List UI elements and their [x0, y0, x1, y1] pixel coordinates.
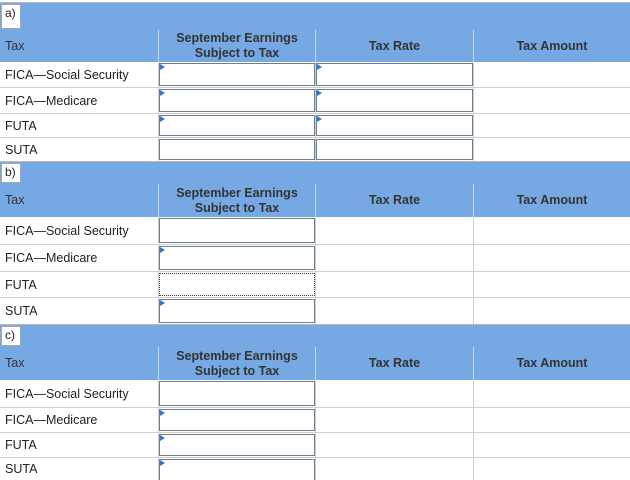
table-row [0, 217, 630, 245]
table-row [0, 380, 630, 408]
section-b-label: b) [1, 163, 21, 183]
tax-name-label: FICA—Social Security [5, 386, 129, 401]
tax-name-label: FICA—Medicare [5, 413, 98, 427]
table-row [0, 408, 630, 433]
table-row [0, 114, 630, 138]
section-b-bar [0, 161, 630, 185]
column-header-tax-rate: Tax Rate [368, 38, 421, 53]
column-header-tax-amount: Tax Amount [516, 193, 588, 207]
input-marker-icon [160, 247, 165, 253]
section-c-bar [0, 324, 630, 348]
column-header-earnings: September Earnings Subject to Tax [176, 185, 298, 215]
input-marker-icon [317, 64, 322, 70]
tax-name-label: SUTA [5, 462, 38, 476]
tax-name-label: SUTA [5, 142, 38, 157]
column-header-tax-amount: Tax Amount [516, 356, 588, 370]
tax-name-label: FICA—Social Security [5, 223, 129, 238]
input-marker-icon [160, 64, 165, 70]
tax-name-label: FICA—Medicare [5, 93, 98, 108]
table-row [0, 298, 630, 325]
earnings-input[interactable] [159, 434, 315, 456]
section-a-bar [0, 2, 630, 31]
earnings-input[interactable] [159, 89, 315, 112]
tax-rate-input[interactable] [316, 63, 473, 86]
tax-rate-input[interactable] [316, 115, 473, 136]
table-row [0, 62, 630, 88]
earnings-input[interactable] [159, 299, 315, 323]
section-c-header [0, 347, 630, 381]
table-row [0, 272, 630, 298]
tax-name-label: FICA—Social Security [5, 67, 129, 82]
earnings-input[interactable] [159, 139, 315, 160]
table-row [0, 88, 630, 114]
column-header-tax-rate: Tax Rate [368, 356, 421, 370]
input-marker-icon [317, 90, 322, 96]
tax-name-label: FUTA [5, 438, 37, 452]
tax-rate-input[interactable] [316, 89, 473, 112]
table-row [0, 433, 630, 458]
earnings-input[interactable] [159, 273, 315, 296]
section-a-header [0, 30, 630, 63]
section-c-label: c) [1, 326, 21, 346]
section-a-label: a) [1, 4, 21, 29]
earnings-input[interactable] [159, 63, 315, 86]
section-b-header [0, 184, 630, 218]
tax-name-label: FUTA [5, 118, 37, 133]
column-header-tax: Tax [5, 38, 25, 53]
input-marker-icon [160, 116, 165, 122]
earnings-input[interactable] [159, 246, 315, 270]
tax-name-label: FICA—Medicare [5, 251, 98, 265]
input-marker-icon [160, 460, 165, 466]
column-header-earnings: September Earnings Subject to Tax [176, 31, 298, 60]
input-marker-icon [160, 435, 165, 441]
input-marker-icon [160, 90, 165, 96]
table-row [0, 138, 630, 162]
earnings-input[interactable] [159, 218, 315, 243]
tax-name-label: SUTA [5, 304, 38, 318]
table-row [0, 458, 630, 480]
earnings-input[interactable] [159, 381, 315, 406]
input-marker-icon [160, 410, 165, 416]
column-header-tax-rate: Tax Rate [368, 193, 421, 207]
column-header-tax: Tax [5, 193, 25, 207]
earnings-input[interactable] [159, 115, 315, 136]
tax-rate-input[interactable] [316, 139, 473, 160]
tax-name-label: FUTA [5, 277, 37, 292]
column-header-tax-amount: Tax Amount [516, 38, 588, 53]
column-header-tax: Tax [5, 356, 25, 370]
column-header-earnings: September Earnings Subject to Tax [176, 348, 298, 378]
input-marker-icon [160, 300, 165, 306]
earnings-input[interactable] [159, 459, 315, 480]
table-row [0, 245, 630, 272]
input-marker-icon [317, 116, 322, 122]
earnings-input[interactable] [159, 409, 315, 431]
